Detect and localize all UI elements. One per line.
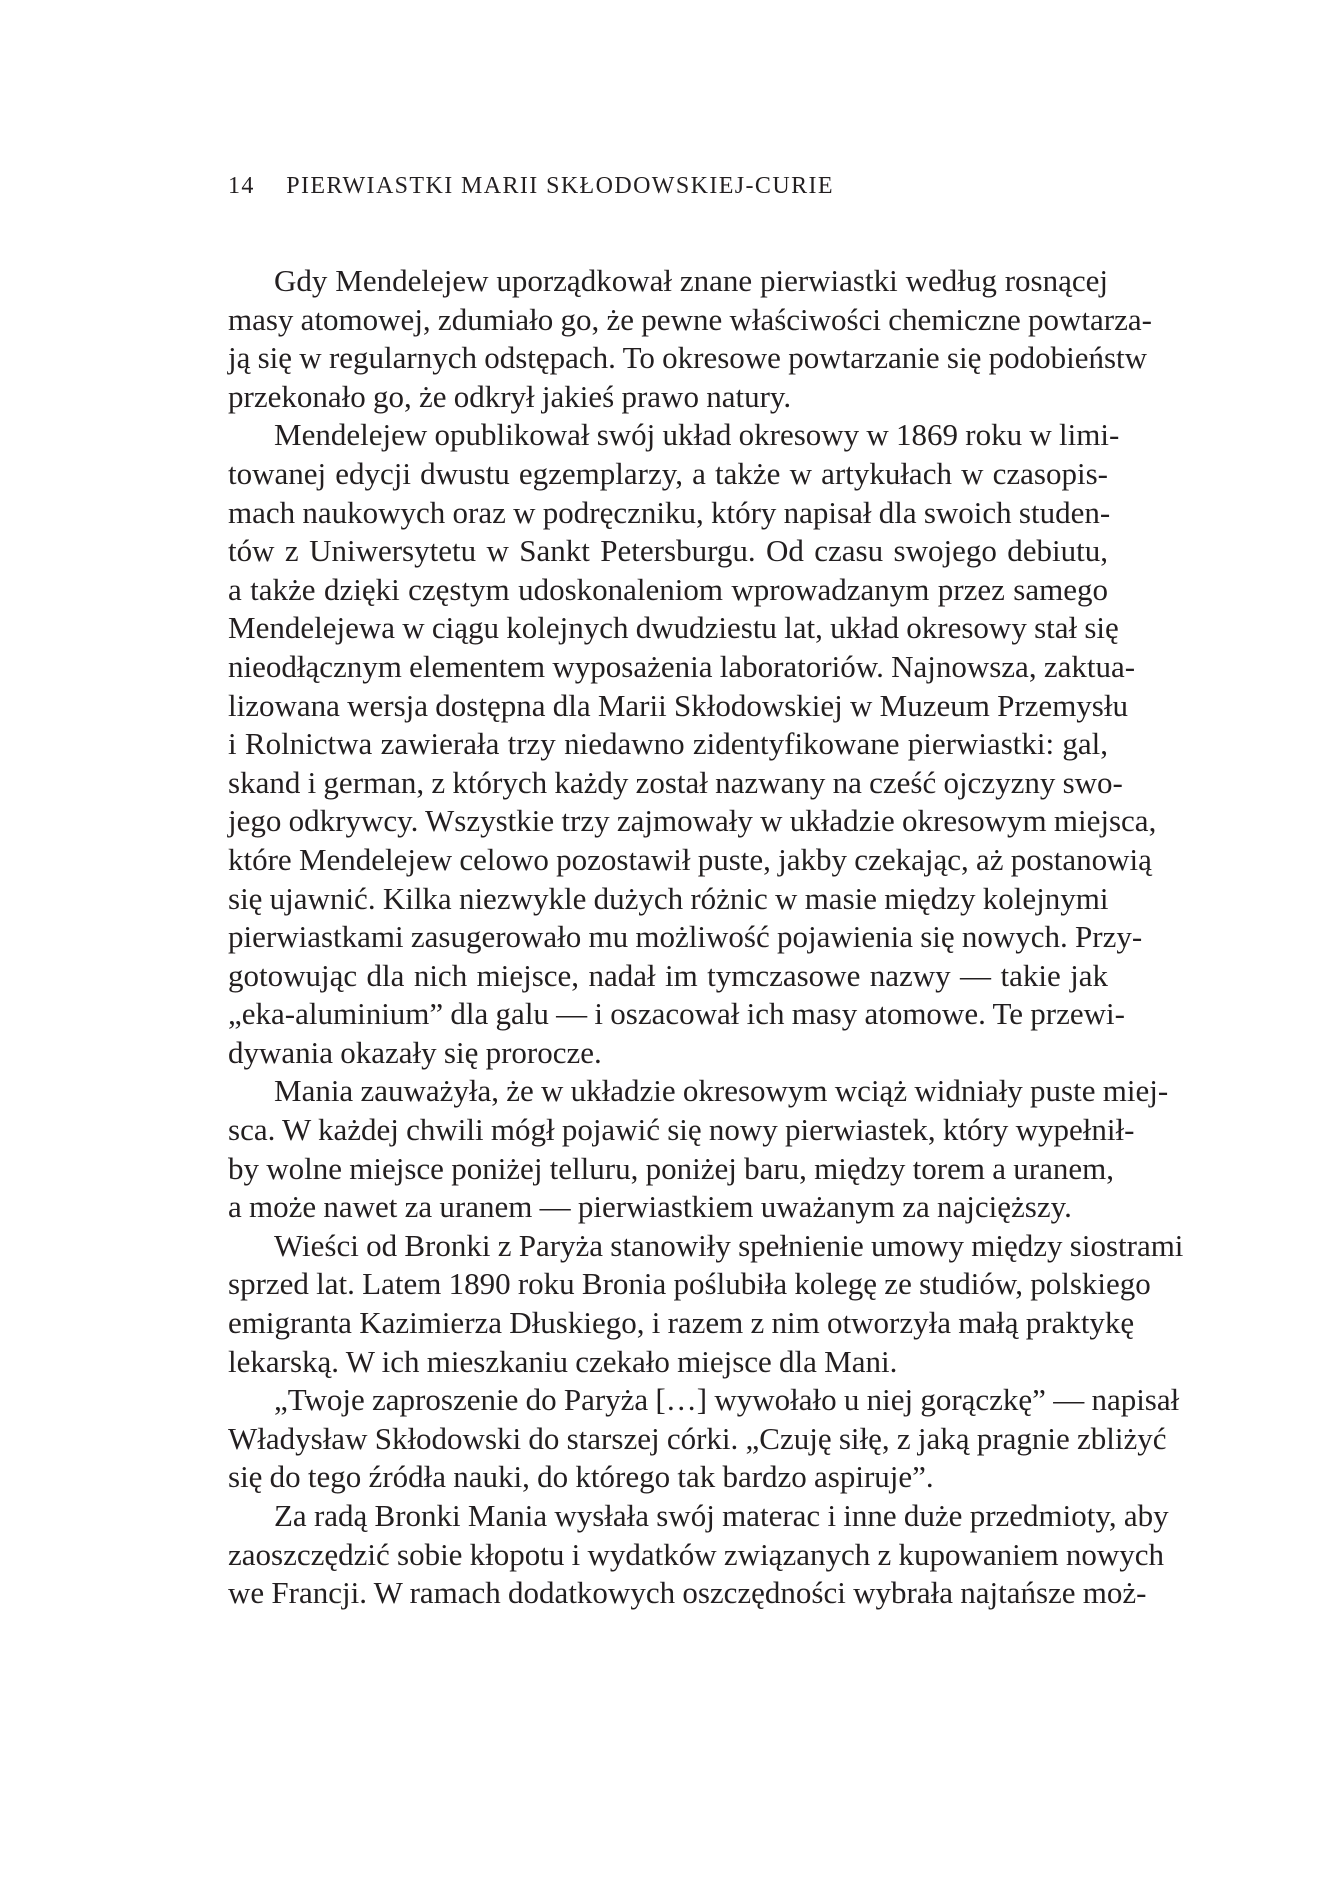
text-line: lizowana wersja dostępna dla Marii Skłodowskiej w Muzeum Przemysłu <box>228 687 1128 723</box>
text-line: Mendelejewa w ciągu kolejnych dwudziestu lat, układ okresowy stał się <box>228 610 1119 646</box>
text-line: Wieści od Bronki z Paryża stanowiły spełnienie umowy między siostrami <box>274 1227 1184 1263</box>
text-line: we Francji. W ramach dodatkowych oszczędności wybrała najtańsze moż- <box>228 1575 1147 1611</box>
text-line: sca. W każdej chwili mógł pojawić się nowy pierwiastek, który wypełnił- <box>228 1112 1135 1148</box>
text-line: mach naukowych oraz w podręczniku, który napisał dla swoich studen- <box>228 494 1111 530</box>
running-head <box>228 168 834 204</box>
text-line: a także dzięki częstym udoskonaleniom wprowadzanym przez samego <box>228 571 1108 607</box>
paragraph <box>228 1497 1169 1613</box>
text-line: towanej edycji dwustu egzemplarzy, a także w artykułach w czasopis- <box>228 455 1108 491</box>
text-line: zaoszczędzić sobie kłopotu i wydatków związanych z kupowaniem nowych <box>228 1536 1165 1572</box>
text-line: Mendelejew opublikował swój układ okresowy w 1869 roku w limi- <box>274 417 1120 453</box>
text-line: się do tego źródła nauki, do którego tak bardzo aspiruje”. <box>228 1459 934 1495</box>
text-line: dywania okazały się prorocze. <box>228 1034 602 1070</box>
text-line: Za radą Bronki Mania wysłała swój materac i inne duże przedmioty, aby <box>274 1498 1169 1533</box>
body-text <box>228 262 1184 1613</box>
paragraph <box>228 1072 1169 1226</box>
text-line: lekarską. W ich mieszkaniu czekało miejsce dla Mani. <box>228 1343 898 1379</box>
text-line: emigranta Kazimierza Dłuskiego, i razem z nim otworzyła małą praktykę <box>228 1305 1135 1341</box>
text-line: masy atomowej, zdumiało go, że pewne właściwości chemiczne powtarza- <box>228 301 1152 337</box>
text-line: nieodłącznym elementem wyposażenia laboratoriów. Najnowsza, zaktua- <box>228 648 1136 684</box>
text-line: „Twoje zaproszenie do Paryża […] wywołało u niej gorączkę” — napisał <box>274 1382 1180 1418</box>
text-line: przekonało go, że odkrył jakieś prawo natury. <box>228 378 792 414</box>
paragraph <box>228 1227 1184 1381</box>
text-line: pierwiastkami zasugerowało mu możliwość pojawienia się nowych. Przy- <box>228 919 1143 955</box>
paragraph <box>228 1381 1180 1497</box>
text-line: sprzed lat. Latem 1890 roku Bronia poślubiła kolegę ze studiów, polskiego <box>228 1266 1151 1302</box>
text-line: by wolne miejsce poniżej telluru, poniżej baru, między torem a uranem, <box>228 1150 1114 1186</box>
text-line: skand i german, z których każdy został nazwany na cześć ojczyzny swo- <box>228 764 1123 800</box>
text-line: ją się w regularnych odstępach. To okresowe powtarzanie się podobieństw <box>228 340 1148 376</box>
text-line: a może nawet za uranem — pierwiastkiem uważanym za najcięższy. <box>228 1189 1072 1225</box>
text-line: Gdy Mendelejew uporządkował znane pierwiastki według rosnącej <box>274 263 1108 298</box>
text-line: gotowując dla nich miejsce, nadał im tymczasowe nazwy — takie jak <box>228 957 1108 993</box>
text-line: tów z Uniwersytetu w Sankt Petersburgu. Od czasu swojego debiutu, <box>228 533 1108 569</box>
paragraph <box>228 262 1152 416</box>
text-line: się ujawnić. Kilka niezwykle dużych różnic w masie między kolejnymi <box>228 880 1109 916</box>
paragraph <box>228 416 1157 1072</box>
text-line: Władysław Skłodowski do starszej córki. „Czuję siłę, z jaką pragnie zbliżyć <box>228 1420 1167 1456</box>
text-line: które Mendelejew celowo pozostawił puste, jakby czekając, aż postanowią <box>228 841 1152 877</box>
text-line: „eka-aluminium” dla galu — i oszacował ich masy atomowe. Te przewi- <box>228 996 1125 1032</box>
text-line: Mania zauważyła, że w układzie okresowym wciąż widniały puste miej- <box>274 1073 1169 1109</box>
page-number: 14 <box>228 173 255 199</box>
book-title: PIERWIASTKI MARII SKŁODOWSKIEJ-CURIE <box>286 173 834 199</box>
text-line: jego odkrywcy. Wszystkie trzy zajmowały w układzie okresowym miejsca, <box>228 803 1157 839</box>
text-line: i Rolnictwa zawierała trzy niedawno zidentyfikowane pierwiastki: gal, <box>228 726 1108 762</box>
